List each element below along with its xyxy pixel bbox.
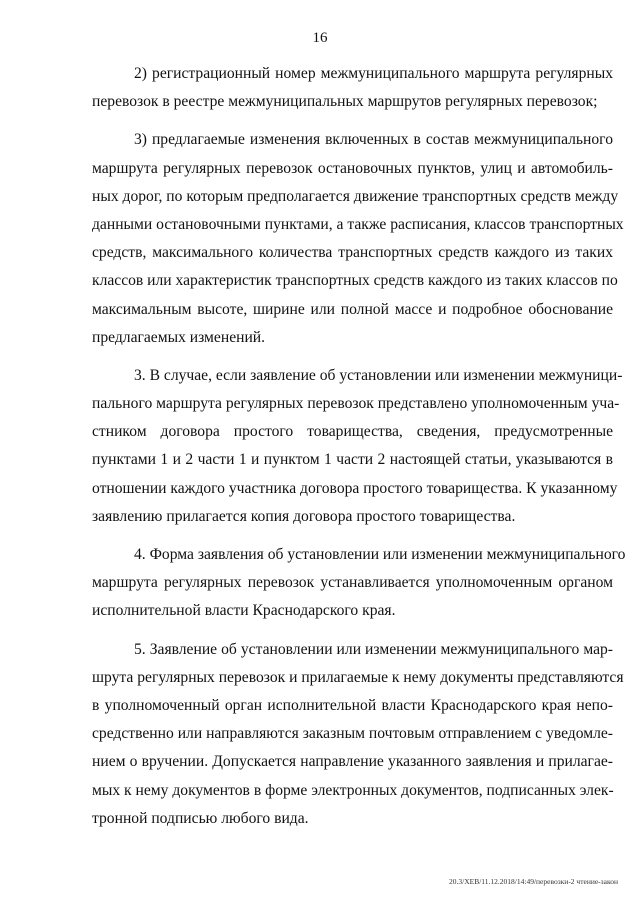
paragraph (92, 362, 623, 531)
text-line: маршрута регулярных перевозок устанавливается уполномоченным органом (92, 574, 613, 592)
text-line: средств, максимального количества транспортных средств каждого из таких (92, 244, 613, 262)
paragraph (92, 636, 624, 833)
page-number: 16 (312, 30, 328, 46)
document-body (92, 60, 626, 833)
text-line: классов или характеристик транспортных средств каждого из таких классов по (92, 272, 618, 290)
text-line: 3) предлагаемые изменения включенных в состав межмуниципального (134, 131, 613, 149)
text-line: средственно или направляются заказным почтовым отправлением с уведомле- (92, 725, 613, 743)
text-line: перевозок в реестре межмуниципальных маршрутов регулярных перевозок; (92, 93, 598, 111)
text-line: предлагаемых изменений. (92, 328, 266, 346)
text-line: маршрута регулярных перевозок остановочных пунктов, улиц и автомобиль- (92, 159, 613, 177)
text-line: 3. В случае, если заявление об установлении или изменении межмуници- (134, 366, 623, 384)
text-line: пунктами 1 и 2 части 1 и пунктом 1 части 2 настоящей статьи, указываются в (92, 451, 613, 469)
paragraph-gap (92, 116, 613, 126)
text-line: максимальным высоте, ширине или полной массе и подробное обоснование (92, 300, 613, 318)
paragraph-gap (92, 626, 613, 636)
paragraph (92, 60, 613, 116)
text-line: 2) регистрационный номер межмуниципального маршрута регулярных (134, 65, 613, 82)
text-line: нием о вручении. Допускается направление указанного заявления и прилагае- (92, 753, 613, 771)
text-line: отношении каждого участника договора простого товарищества. К указанному (92, 479, 618, 497)
text-line: в уполномоченный орган исполнительной власти Краснодарского края непо- (92, 696, 613, 714)
footer-file-stamp: 20.3/ХЕВ/11.12.2018/14:49/перевозки-2 чтение-закон (449, 877, 618, 886)
text-line: 4. Форма заявления об установлении или изменении межмуниципального (134, 546, 626, 563)
text-line: пального маршрута регулярных перевозок представлено уполномоченным уча- (92, 395, 620, 413)
text-line: шрута регулярных перевозок и прилагаемые к нему документы представляются (92, 668, 624, 686)
paragraph (92, 541, 626, 626)
text-line: тронной подписью любого вида. (92, 809, 309, 827)
text-line: 5. Заявление об установлении или изменении межмуниципального мар- (134, 640, 613, 658)
text-line: стником договора простого товарищества, сведения, предусмотренные (92, 423, 613, 441)
text-line: исполнительной власти Краснодарского края. (92, 602, 396, 620)
paragraph-gap (92, 531, 613, 541)
text-line: мых к нему документов в форме электронных документов, подписанных элек- (92, 781, 614, 799)
paragraph-gap (92, 352, 613, 362)
text-line: заявлению прилагается копия договора простого товарищества. (92, 507, 516, 525)
text-line: данными остановочными пунктами, а также расписания, классов транспортных (92, 215, 624, 233)
paragraph (92, 126, 624, 352)
text-line: ных дорог, по которым предполагается движение транспортных средств между (92, 187, 619, 205)
